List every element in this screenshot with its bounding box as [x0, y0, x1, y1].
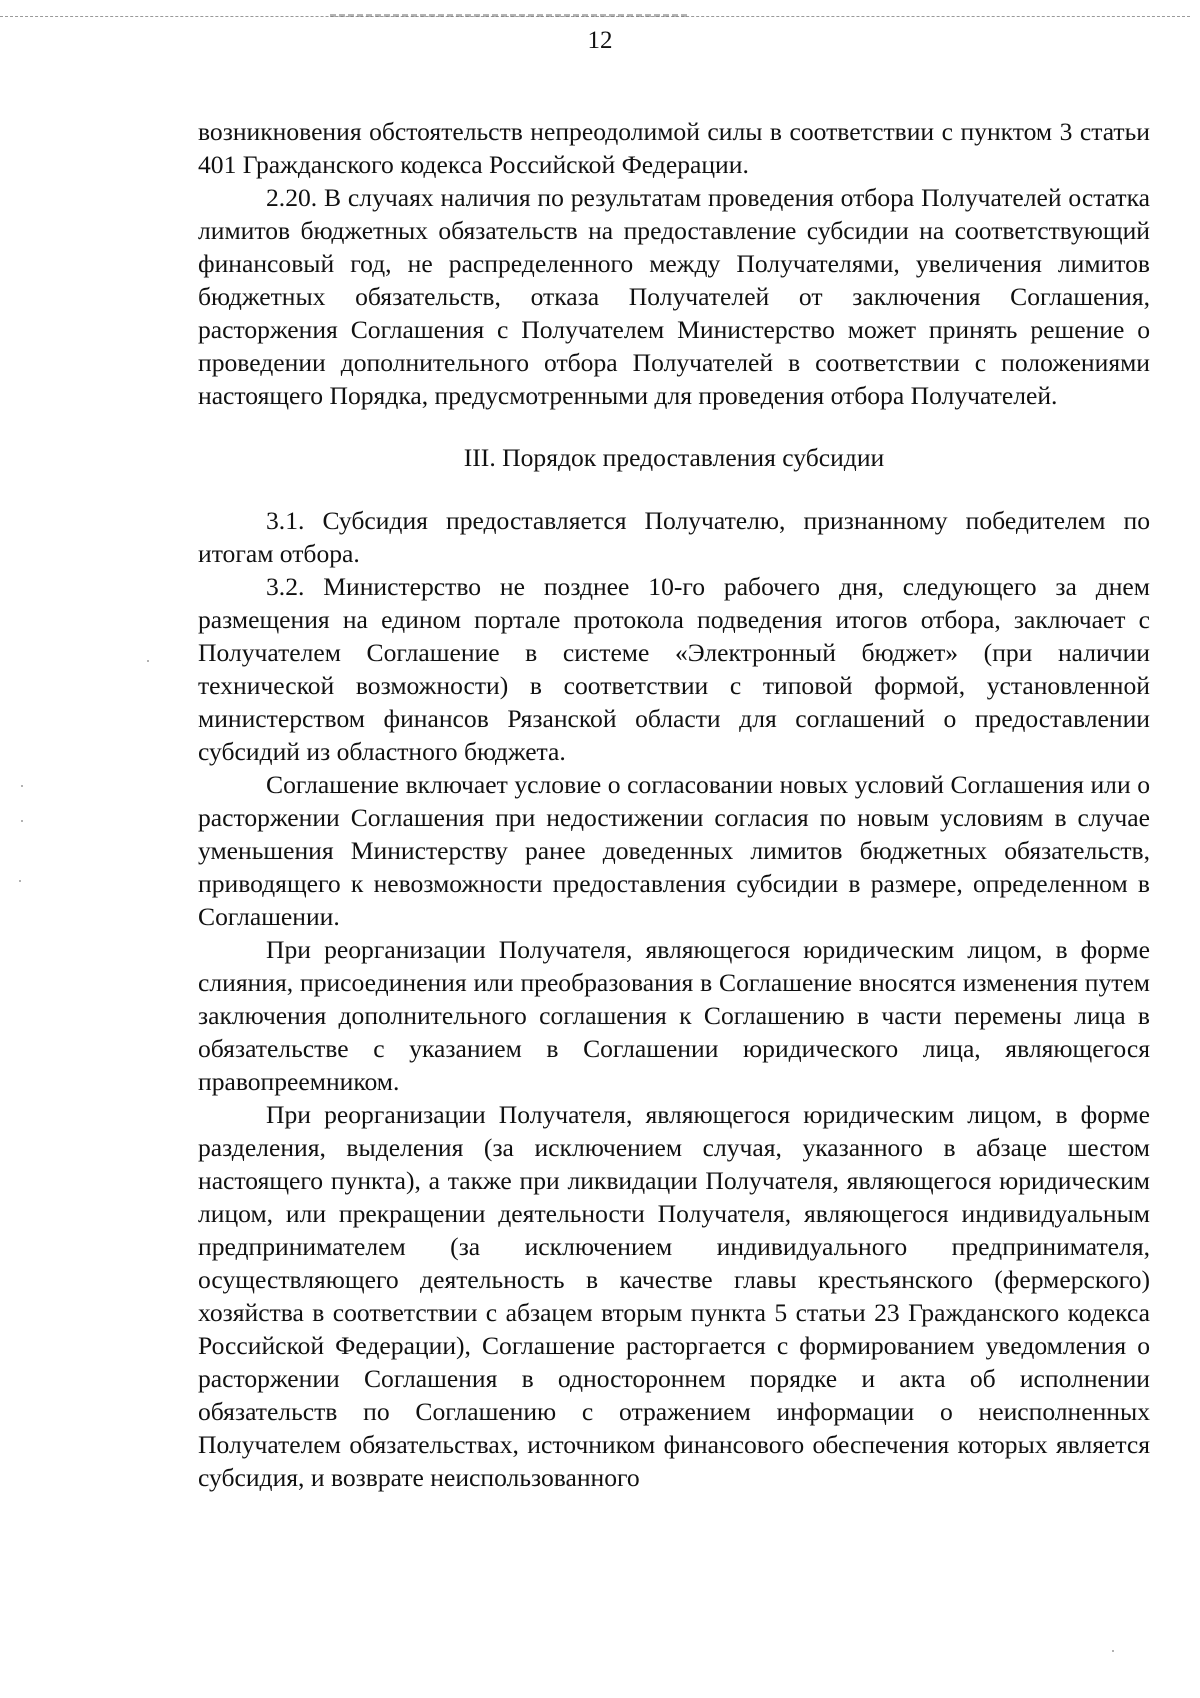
paragraph-2-20: 2.20. В случаях наличия по результатам проведения отбора Получателей остатка лимитов бюджетных обязательств на предоставление субсидии на соответствующий финансовый год, не распределенного между Получателями, увеличения лимитов бюджетных обязательств, отказа Получателей от заключения Соглашения, расторжения Соглашения с Получателем Министерство может принять решение о проведении дополнительного отбора Получателей в соответствии с положениями настоящего Порядка, предусмотренными для проведения отбора Получателей.: [198, 183, 1150, 410]
document-body: [198, 115, 1150, 1494]
scan-speck: [147, 660, 149, 662]
scan-speck: [21, 820, 23, 822]
paragraph-agreement-condition: Соглашение включает условие о согласовании новых условий Соглашения или о расторжении Соглашения при недостижении согласия по новым условиям в случае уменьшения Министерству ранее доведенных лимитов бюджетных обязательств, приводящего к невозможности предоставления субсидии в размере, определенном в Соглашении.: [198, 770, 1150, 931]
paragraph-3-2: 3.2. Министерство не позднее 10-го рабочего дня, следующего за днем размещения на едином портале протокола подведения итогов отбора, заключает с Получателем Соглашение в системе «Электронный бюджет» (при наличии технической возможности) в соответствии с типовой формой, установленной министерством финансов Рязанской области для соглашений о предоставлении субсидий из областного бюджета.: [198, 572, 1150, 766]
scan-speck: [21, 785, 23, 787]
page-number: 12: [587, 27, 613, 54]
paragraph-3-1: 3.1. Субсидия предоставляется Получателю, признанному победителем по итогам отбора.: [198, 506, 1150, 568]
paragraph-reorganization-division: При реорганизации Получателя, являющегося юридическим лицом, в форме разделения, выделения (за исключением случая, указанного в абзаце шестом настоящего пункта), а также при ликвидации Получателя, являющегося юридическим лицом, или прекращении деятельности Получателя, являющегося индивидуальным предпринимателем (за исключением индивидуального предпринимателя, осуществляющего деятельность в качестве главы крестьянского (фермерского) хозяйства в соответствии с абзацем вторым пункта 5 статьи 23 Гражданского кодекса Российской Федерации), Соглашение расторгается с формированием уведомления о расторжении Соглашения в одностороннем порядке и акта об исполнении обязательств по Соглашению с отражением информации о неисполненных Получателем обязательствах, источником финансового обеспечения которых является субсидия, и возврате неиспользованного: [198, 1100, 1150, 1492]
paragraph-continuation: возникновения обстоятельств непреодолимой силы в соответствии с пунктом 3 статьи 401 Гражданского кодекса Российской Федерации.: [198, 117, 1150, 179]
scan-speck: [19, 880, 21, 882]
scan-top-edge-mark: [330, 14, 690, 17]
scan-speck: [1112, 1650, 1114, 1652]
section-heading: III. Порядок предоставления субсидии: [463, 443, 885, 472]
paragraph-reorganization-merger: При реорганизации Получателя, являющегося юридическим лицом, в форме слияния, присоединения или преобразования в Соглашение вносятся изменения путем заключения дополнительного соглашения к Соглашению в части перемены лица в обязательстве с указанием в Соглашении юридического лица, являющегося правопреемником.: [198, 935, 1150, 1096]
